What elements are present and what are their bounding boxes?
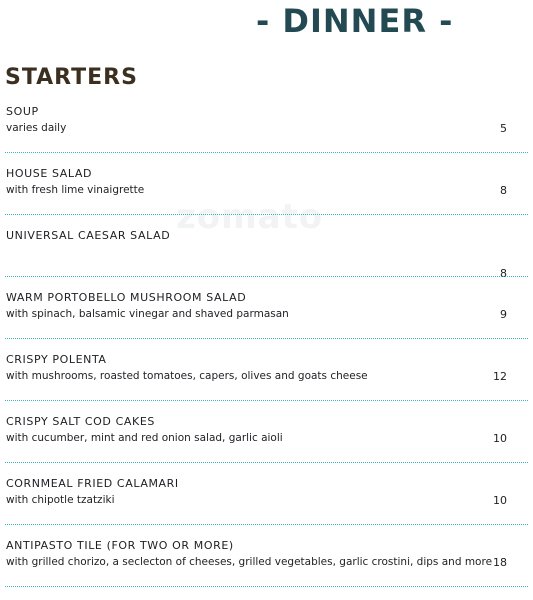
menu-item-name: CORNMEAL FRIED CALAMARI: [6, 477, 179, 490]
menu-item-description: with grilled chorizo, a seclecton of cheeses, grilled vegetables, garlic crostini, dips and more: [6, 556, 493, 568]
item-divider: [5, 400, 528, 401]
menu-item-name: WARM PORTOBELLO MUSHROOM SALAD: [6, 291, 247, 304]
item-divider: [5, 524, 528, 525]
menu-item-description: with cucumber, mint and red onion salad, garlic aioli: [6, 432, 283, 444]
item-divider: [5, 214, 528, 215]
menu-item-description: with mushrooms, roasted tomatoes, capers, olives and goats cheese: [6, 370, 368, 382]
menu-item-list: [0, 102, 533, 598]
menu-item-name: CRISPY POLENTA: [6, 353, 107, 366]
menu-item-description: with spinach, balsamic vinegar and shaved parmasan: [6, 308, 289, 320]
item-divider: [5, 276, 528, 277]
menu-item: [0, 288, 533, 350]
menu-item-name: ANTIPASTO TILE (FOR TWO OR MORE): [6, 539, 234, 552]
watermark: zomato: [176, 197, 324, 237]
menu-item-name: SOUP: [6, 105, 39, 118]
menu-item-price: 5: [500, 122, 507, 135]
menu-item-price: 10: [493, 432, 507, 445]
menu-item: [0, 412, 533, 474]
menu-item-price: 10: [493, 494, 507, 507]
menu-title: - DINNER -: [256, 2, 454, 40]
item-divider: [5, 152, 528, 153]
menu-item-name: UNIVERSAL CAESAR SALAD: [6, 229, 171, 242]
menu-item-description: varies daily: [6, 122, 67, 134]
menu-item: [0, 102, 533, 164]
menu-item-name: HOUSE SALAD: [6, 167, 93, 180]
menu-item: [0, 536, 533, 598]
menu-item-name: CRISPY SALT COD CAKES: [6, 415, 155, 428]
menu-item: [0, 474, 533, 536]
menu-item-description: with fresh lime vinaigrette: [6, 184, 145, 196]
menu-item: [0, 226, 533, 288]
menu-item-price: 12: [493, 370, 507, 383]
item-divider: [5, 462, 528, 463]
menu-item-price: 18: [493, 556, 507, 569]
menu-item-price: 8: [500, 184, 507, 197]
menu-item: [0, 164, 533, 226]
section-heading-starters: STARTERS: [5, 65, 138, 90]
menu-item-price: 9: [500, 308, 507, 321]
item-divider: [5, 586, 528, 587]
menu-item-price: 8: [500, 267, 507, 280]
item-divider: [5, 338, 528, 339]
menu-item: [0, 350, 533, 412]
menu-item-description: with chipotle tzatziki: [6, 494, 115, 506]
